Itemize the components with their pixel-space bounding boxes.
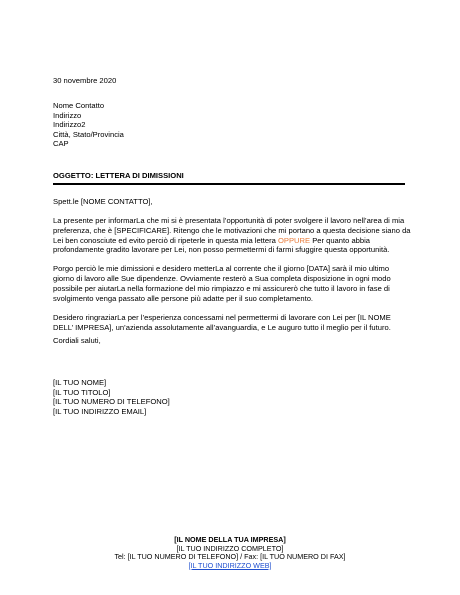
footer-company-name: [IL NOME DELLA TUA IMPRESA] [174, 535, 286, 544]
signature-block [53, 378, 170, 416]
recipient-name: Nome Contatto [53, 101, 105, 110]
recipient-address-line1: Indirizzo [53, 110, 82, 120]
letter-paragraph-1 [53, 216, 411, 255]
letter-footer [0, 536, 460, 570]
recipient-address-line2: Indirizzo2 [53, 120, 86, 129]
footer-contacts: Tel: [IL TUO NUMERO DI TELEFONO] / Fax: [IL TUO NUMERO DI FAX] [114, 552, 346, 562]
letter-body [53, 197, 411, 341]
signature-name: [IL TUO NOME] [53, 378, 107, 387]
recipient-city-state: Città, Stato/Provincia [53, 129, 124, 139]
paragraph-1-highlight: OPPURE [278, 235, 311, 245]
letter-salutation: Spett.le [NOME CONTATTO], [53, 197, 153, 206]
subject-divider [53, 183, 405, 185]
paragraph-1-text-end: Per quanto abbia profondamente gradito lavorare per Lei, non posso permettermi di farmi sfuggire questa opportunità. [53, 235, 390, 255]
paragraph-1-text-start: La presente per informarLa che mi si è presentata l’opportunità di poter svolgere il lavoro nell’area di mia preferenza, che è [SPECIFICARE]. Ritengo che le motivazioni che mi portano a questa decisione siano da Lei ben conosciute ed evito perciò di ripeterle in questa mia lettera [53, 215, 411, 245]
letter-date: 30 novembre 2020 [53, 76, 117, 85]
letter-subject: OGGETTO: LETTERA DI DIMISSIONI [53, 171, 184, 180]
letter-paragraph-2: Porgo perciò le mie dimissioni e desidero metterLa al corrente che il giorno [DATA] sarà il mio ultimo giorno di lavoro alle Sue dipendenze. Ovviamente resterò a Sua completa disposizione in ogni modo possibile per aiutarLa nella formazione del mio rimpiazzo e mi assicurerò che tutto il lavoro in fase di svolgimento venga passato alle persone più adatte per il suo completamento. [53, 264, 391, 303]
footer-web-link[interactable]: [IL TUO INDIRIZZO WEB] [188, 560, 272, 570]
signature-title: [IL TUO TITOLO] [53, 387, 111, 397]
signature-phone: [IL TUO NUMERO DI TELEFONO] [53, 397, 170, 406]
footer-address: [IL TUO INDIRIZZO COMPLETO] [176, 543, 284, 553]
signature-email: [IL TUO INDIRIZZO EMAIL] [53, 406, 147, 416]
recipient-zip: CAP [53, 139, 69, 148]
letter-closing: Cordiali saluti, [53, 336, 101, 345]
recipient-address [53, 101, 124, 149]
letter-paragraph-3: Desidero ringraziarLa per l’esperienza concessami nel permettermi di lavorare con Lei per [IL NOME DELL’ IMPRESA], un’azienda assolutamente all’avanguardia, e Le auguro tutto il meglio per il futuro. [53, 312, 391, 332]
